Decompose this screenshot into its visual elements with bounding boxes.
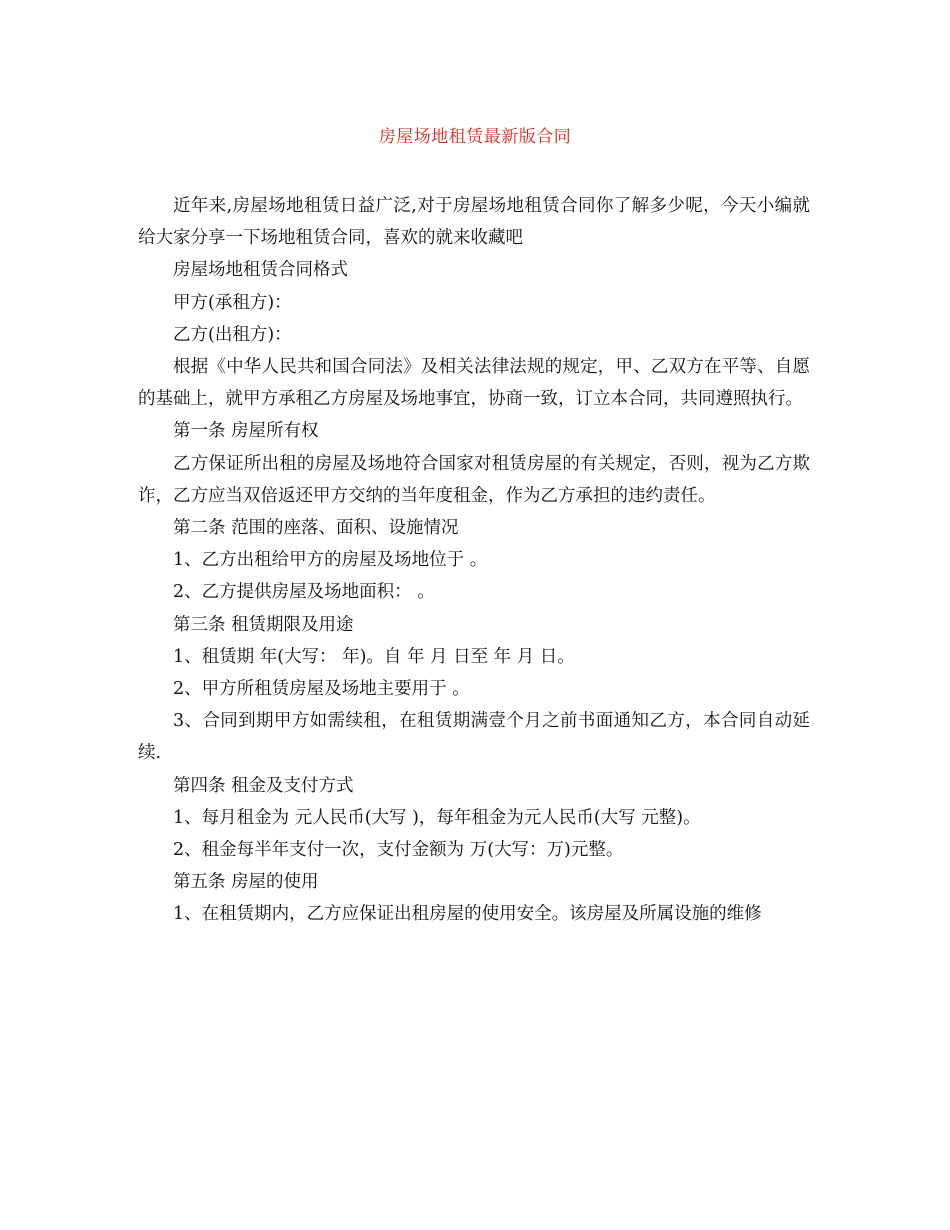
- article-3-item-1: 1、租赁期 年(大写： 年)。自 年 月 日至 年 月 日。: [173, 646, 575, 667]
- article-4-heading: 第四条 租金及支付方式: [173, 775, 354, 796]
- paragraph-party-a: 甲方(承租方)：: [173, 292, 292, 313]
- article-2-heading: 第二条 范围的座落、面积、设施情况: [173, 518, 459, 539]
- article-2-item-2: 2、乙方提供房屋及场地面积： 。: [173, 582, 435, 603]
- paragraph-intro: 近年来,房屋场地租赁日益广泛,对于房屋场地租赁合同你了解多少呢，今天小编就给大家分享一下场地租赁合同，喜欢的就来收藏吧: [138, 196, 810, 249]
- article-5-heading: 第五条 房屋的使用: [173, 872, 319, 893]
- article-3-heading: 第三条 租赁期限及用途: [173, 614, 354, 635]
- paragraph-format-heading: 房屋场地租赁合同格式: [173, 260, 348, 281]
- article-3-item-2: 2、甲方所租赁房屋及场地主要用于 。: [173, 679, 470, 700]
- document-body: [138, 190, 810, 931]
- article-4-item-2: 2、租金每半年支付一次，支付金额为 万(大写：万)元整。: [173, 840, 624, 861]
- paragraph-party-b: 乙方(出租方)：: [173, 324, 292, 345]
- article-2-item-1: 1、乙方出租给甲方的房屋及场地位于 。: [173, 550, 488, 571]
- article-1-text: 乙方保证所出租的房屋及场地符合国家对租赁房屋的有关规定，否则，视为乙方欺诈，乙方应当双倍返还甲方交纳的当年度租金，作为乙方承担的违约责任。: [138, 453, 810, 506]
- document-title: 房屋场地租赁最新版合同: [378, 127, 572, 147]
- paragraph-preamble: 根据《中华人民共和国合同法》及相关法律法规的规定，甲、乙双方在平等、自愿的基础上，就甲方承租乙方房屋及场地事宜，协商一致，订立本合同，共同遵照执行。: [138, 357, 810, 410]
- article-1-heading: 第一条 房屋所有权: [173, 421, 319, 442]
- article-3-item-3: 3、合同到期甲方如需续租，在租赁期满壹个月之前书面通知乙方，本合同自动延续.: [138, 711, 810, 764]
- article-5-item-1: 1、在租赁期内，乙方应保证出租房屋的使用安全。该房屋及所属设施的维修: [173, 904, 762, 925]
- article-4-item-1: 1、每月租金为 元人民币(大写 )，每年租金为元人民币(大写 元整)。: [173, 807, 701, 828]
